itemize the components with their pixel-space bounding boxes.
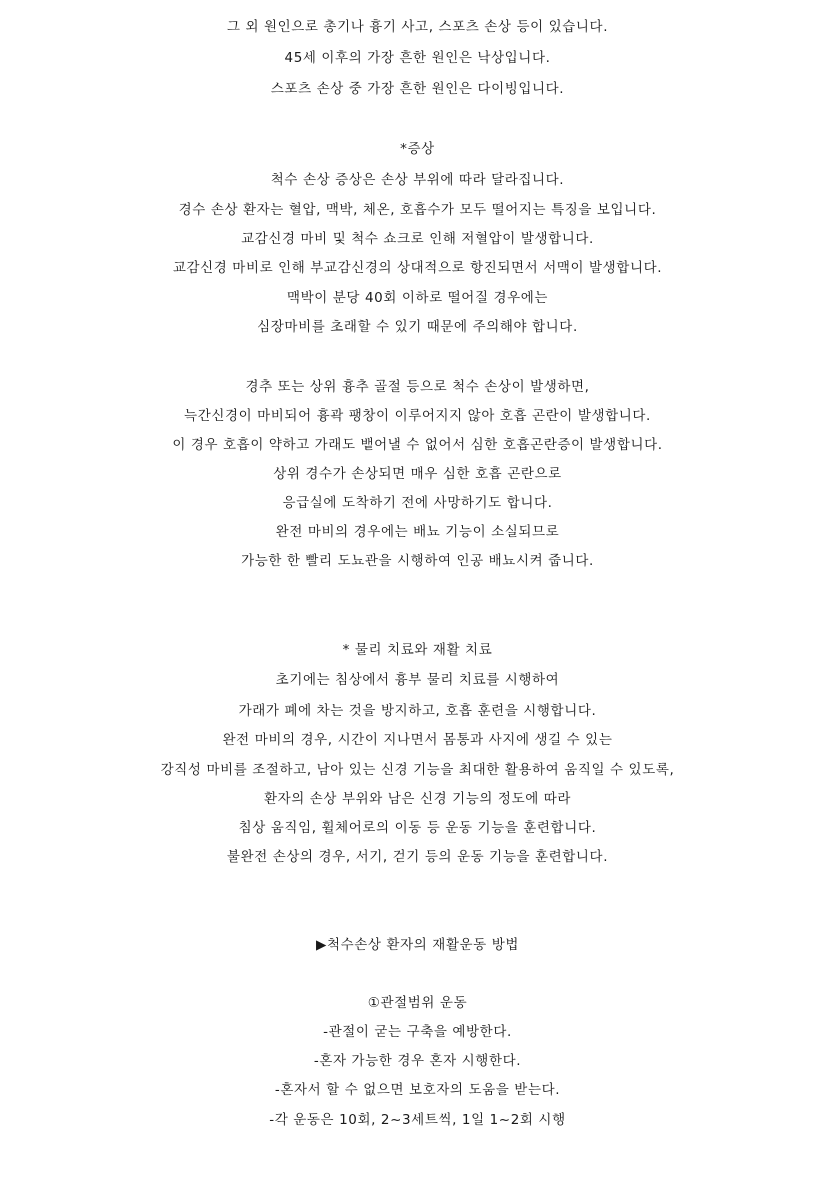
therapy-line-3: 완전 마비의 경우, 시간이 지나면서 몸통과 사지에 생길 수 있는 (222, 732, 613, 748)
therapy-line-7: 불완전 손상의 경우, 서기, 걷기 등의 운동 기능을 훈련합니다. (226, 849, 609, 865)
respiratory-line-2: 늑간신경이 마비되어 흉곽 팽창이 이루어지지 않아 호흡 곤란이 발생합니다. (184, 408, 651, 424)
therapy-line-5: 환자의 손상 부위와 남은 신경 기능의 정도에 따라 (263, 791, 572, 807)
respiratory-line-1: 경추 또는 상위 흉추 골절 등으로 척수 손상이 발생하면, (245, 379, 590, 395)
symptoms-line-6: 심장마비를 초래할 수 있기 때문에 주의해야 합니다. (257, 319, 578, 335)
rehab-line-2: -혼자 가능한 경우 혼자 시행한다. (313, 1053, 522, 1069)
respiratory-line-3: 이 경우 호흡이 약하고 가래도 뱉어낼 수 없어서 심한 호흡곤란증이 발생합니다. (172, 437, 663, 453)
respiratory-line-6: 완전 마비의 경우에는 배뇨 기능이 소실되므로 (275, 524, 560, 540)
rehab-line-3: -혼자서 할 수 없으면 보호자의 도움을 받는다. (274, 1082, 561, 1098)
respiratory-line-7: 가능한 한 빨리 도뇨관을 시행하여 인공 배뇨시켜 줍니다. (241, 553, 594, 569)
symptoms-line-3: 교감신경 마비 및 척수 쇼크로 인해 저혈압이 발생합니다. (241, 231, 594, 247)
rehab-subheading: ①관절범위 운동 (367, 995, 468, 1011)
symptoms-line-1: 척수 손상 증상은 손상 부위에 따라 달라집니다. (270, 172, 565, 188)
therapy-line-1: 초기에는 침상에서 흉부 물리 치료를 시행하여 (275, 672, 560, 688)
symptoms-line-5: 맥박이 분당 40회 이하로 떨어질 경우에는 (286, 290, 549, 306)
causes-line-1: 그 외 원인으로 총기나 흉기 사고, 스포츠 손상 등이 있습니다. (226, 19, 609, 35)
therapy-line-2: 가래가 폐에 차는 것을 방지하고, 호흡 훈련을 시행합니다. (238, 703, 597, 719)
respiratory-line-5: 응급실에 도착하기 전에 사망하기도 합니다. (282, 495, 553, 511)
therapy-line-4: 강직성 마비를 조절하고, 남아 있는 신경 기능을 최대한 활용하여 움직일 수 있도록, (160, 762, 675, 778)
respiratory-line-4: 상위 경수가 손상되면 매우 심한 호흡 곤란으로 (273, 466, 562, 482)
rehab-heading: ▶척수손상 환자의 재활운동 방법 (316, 937, 519, 953)
symptoms-line-4: 교감신경 마비로 인해 부교감신경의 상대적으로 항진되면서 서맥이 발생합니다. (172, 260, 663, 276)
symptoms-heading: *증상 (400, 141, 435, 157)
causes-line-3: 스포츠 손상 중 가장 흔한 원인은 다이빙입니다. (270, 81, 565, 97)
therapy-heading: * 물리 치료와 재활 치료 (342, 642, 493, 658)
symptoms-line-2: 경수 손상 환자는 혈압, 맥박, 체온, 호흡수가 모두 떨어지는 특징을 보입니다. (178, 202, 657, 218)
therapy-line-6: 침상 움직임, 휠체어로의 이동 등 운동 기능을 훈련합니다. (238, 820, 597, 836)
rehab-line-4: -각 운동은 10회, 2~3세트씩, 1일 1~2회 시행 (269, 1112, 566, 1128)
rehab-line-1: -관절이 굳는 구축을 예방한다. (323, 1024, 512, 1040)
causes-line-2: 45세 이후의 가장 흔한 원인은 낙상입니다. (284, 50, 551, 66)
